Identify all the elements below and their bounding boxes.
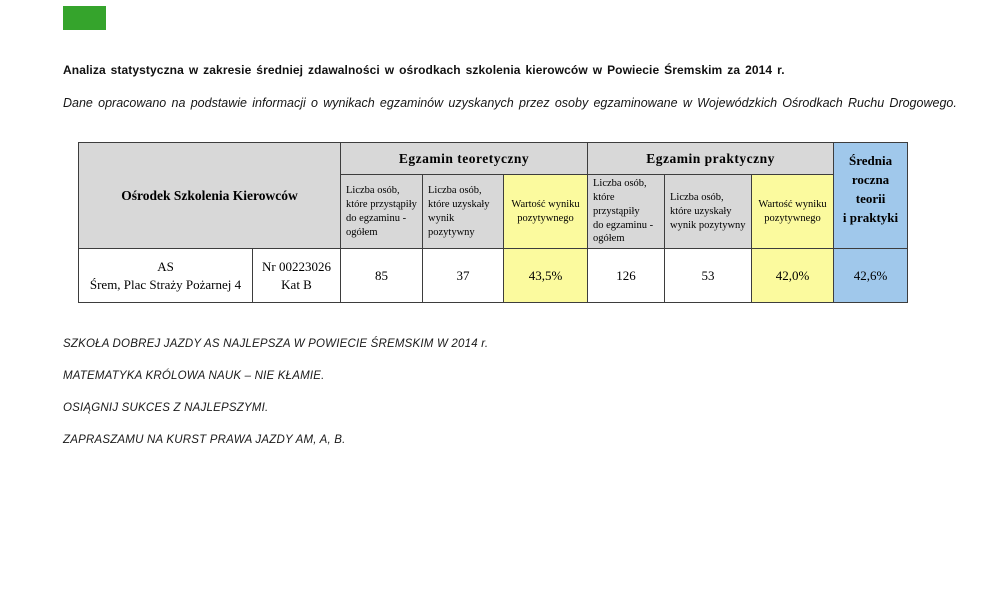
col-group-practice-exam: Egzamin praktyczny — [588, 143, 834, 175]
cell-theory-passed: 37 — [423, 249, 504, 303]
results-table — [78, 142, 908, 303]
cell-school-number: Nr 00223026 Kat B — [253, 249, 341, 303]
subheader-theory-total: Liczba osób, które przystąpiły do egzaminu - ogółem — [341, 175, 423, 249]
cell-yearly-average: 42,6% — [834, 249, 908, 303]
cell-practice-passed: 53 — [665, 249, 752, 303]
subheader-practice-passed: Liczba osób, które uzyskały wynik pozytywny — [665, 175, 752, 249]
header-row-groups — [79, 143, 908, 175]
subheader-theory-passed: Liczba osób, które uzyskały wynik pozytywny — [423, 175, 504, 249]
page-subtitle: Dane opracowano na podstawie informacji o wynikach egzaminów uzyskanych przez osoby egzaminowane w Wojewódzkich Ośrodkach Ruchu Drogowego. — [63, 96, 957, 110]
subheader-theory-rate: Wartość wyniku pozytywnego — [504, 175, 588, 249]
table-row — [79, 249, 908, 303]
cell-school-name: AS Śrem, Plac Straży Pożarnej 4 — [79, 249, 253, 303]
subheader-practice-total: Liczba osób, które przystąpiły do egzaminu - ogółem — [588, 175, 665, 249]
footer-slogan-2: MATEMATYKA KRÓLOWA NAUK – NIE KŁAMIE. — [63, 370, 325, 382]
green-marker — [63, 6, 106, 30]
footer-slogan-3: OSIĄGNIJ SUKCES Z NAJLEPSZYMI. — [63, 402, 269, 414]
subheader-practice-rate: Wartość wyniku pozytywnego — [752, 175, 834, 249]
footer-slogan-4: ZAPRASZAMU NA KURST PRAWA JAZDY AM, A, B. — [63, 434, 346, 446]
cell-practice-rate: 42,0% — [752, 249, 834, 303]
cell-theory-total: 85 — [341, 249, 423, 303]
page-title: Analiza statystyczna w zakresie średniej zdawalności w ośrodkach szkolenia kierowców w Powiecie Śremskim za 2014 r. — [63, 63, 785, 77]
cell-practice-total: 126 — [588, 249, 665, 303]
col-header-yearly-average: Średnia roczna teorii i praktyki — [834, 143, 908, 249]
col-header-osrodek: Ośrodek Szkolenia Kierowców — [79, 143, 341, 249]
col-group-theory-exam: Egzamin teoretyczny — [341, 143, 588, 175]
footer-slogan-1: SZKOŁA DOBREJ JAZDY AS NAJLEPSZA W POWIECIE ŚREMSKIM W 2014 r. — [63, 338, 489, 350]
cell-theory-rate: 43,5% — [504, 249, 588, 303]
